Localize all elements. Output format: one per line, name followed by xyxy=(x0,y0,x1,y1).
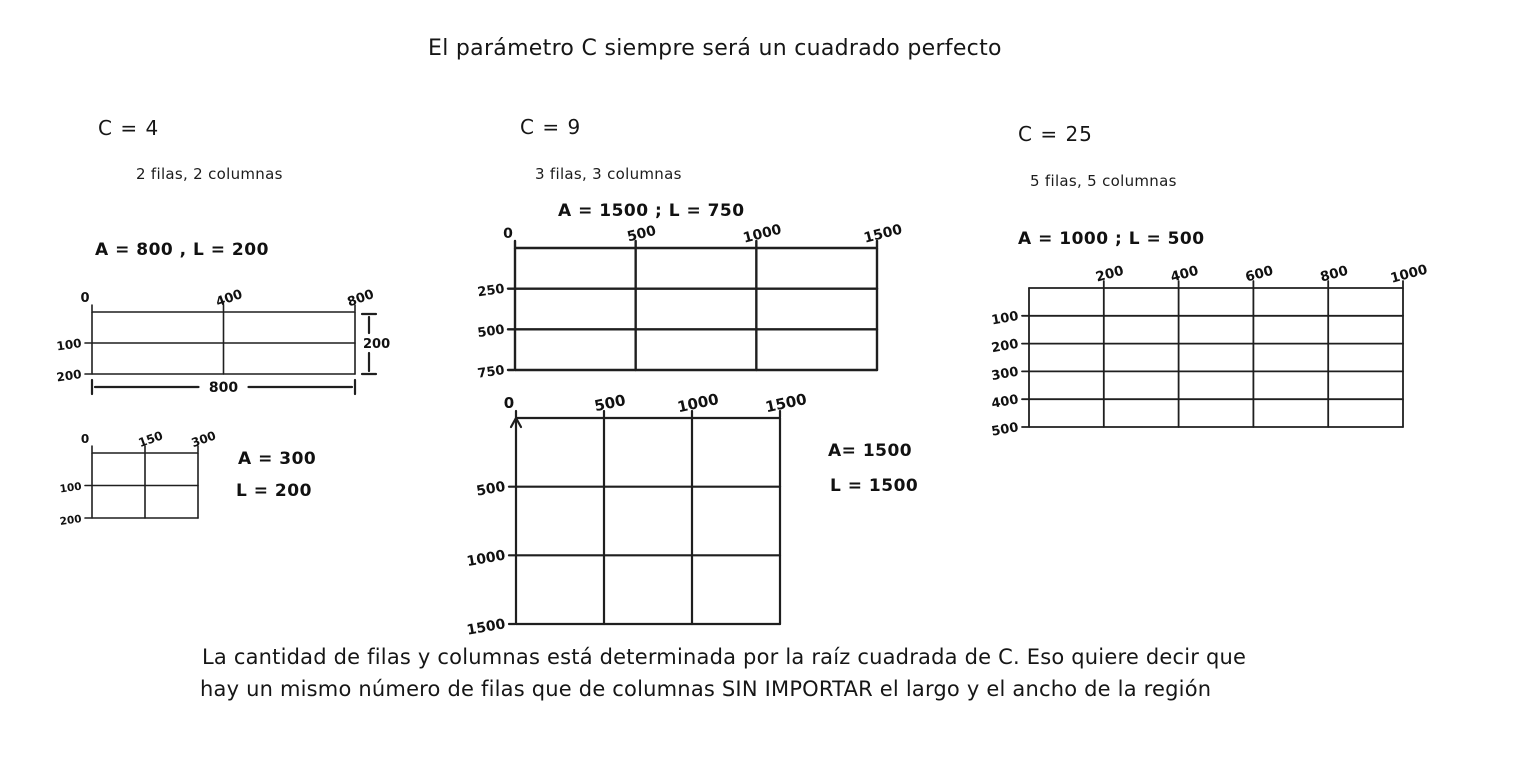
grid-b-length-label: L = 200 xyxy=(236,481,312,501)
y-tick-label: 1000 xyxy=(465,547,507,571)
section-c9-subheading: 3 filas, 3 columnas xyxy=(535,165,682,183)
grid-c4-800x200 xyxy=(55,287,403,408)
x-tick-label: 400 xyxy=(1168,262,1201,286)
grid-d-length-label: L = 1500 xyxy=(830,476,919,496)
x-tick-label: 1000 xyxy=(675,389,721,417)
x-tick-label: 200 xyxy=(1094,262,1126,286)
dim-height-label: 200 xyxy=(363,337,391,352)
section-c25-subheading: 5 filas, 5 columnas xyxy=(1030,172,1177,190)
x-tick-label: 600 xyxy=(1243,262,1276,286)
x-tick-label: 500 xyxy=(592,391,628,416)
y-tick-label: 250 xyxy=(476,281,506,301)
x-tick-label: 150 xyxy=(136,428,165,451)
x-tick-label: 500 xyxy=(625,222,658,246)
x-tick-label: 1500 xyxy=(763,389,809,417)
grid-d-area-label: A= 1500 xyxy=(828,441,913,461)
y-tick-label: 1500 xyxy=(465,616,507,639)
y-tick-label: 400 xyxy=(990,392,1020,412)
section-c4-heading: C = 4 xyxy=(98,116,160,140)
x-tick-label: 1000 xyxy=(1388,261,1430,287)
footer-note-line2: hay un mismo número de filas que de columnas SIN IMPORTAR el largo y el ancho de la región xyxy=(200,677,1212,701)
y-tick-label: 200 xyxy=(990,336,1020,357)
section-c25-params: A = 1000 ; L = 500 xyxy=(1018,229,1205,249)
grid-c4-300x200 xyxy=(58,425,318,535)
x-tick-label: 0 xyxy=(503,226,513,242)
dim-width-label: 800 xyxy=(208,380,239,396)
x-tick-label: 1000 xyxy=(741,221,784,247)
x-tick-label: 400 xyxy=(213,287,245,311)
grid-c25-1000x500 xyxy=(985,258,1450,440)
y-tick-label: 100 xyxy=(59,480,83,496)
y-tick-label: 100 xyxy=(990,308,1020,329)
y-tick-label: 500 xyxy=(990,420,1020,440)
y-tick-label: 100 xyxy=(55,336,83,354)
page-title: El parámetro C siempre será un cuadrado perfecto xyxy=(428,36,1002,61)
section-c9-heading: C = 9 xyxy=(520,115,582,139)
x-tick-label: 0 xyxy=(80,291,90,306)
y-tick-label: 500 xyxy=(475,478,507,500)
x-tick-label: 0 xyxy=(80,432,90,446)
grid-c9-1500x750 xyxy=(470,218,920,383)
x-tick-label: 1500 xyxy=(862,221,904,247)
footer-note-line1: La cantidad de filas y columnas está determinada por la raíz cuadrada de C. Eso quiere decir que xyxy=(202,645,1247,669)
section-c4-subheading: 2 filas, 2 columnas xyxy=(136,165,283,183)
grid-b-area-label: A = 300 xyxy=(238,449,317,469)
x-tick-label: 800 xyxy=(1318,262,1350,286)
y-tick-label: 200 xyxy=(55,367,83,385)
section-c9-params: A = 1500 ; L = 750 xyxy=(558,201,745,221)
x-tick-label: 0 xyxy=(503,394,515,412)
x-tick-label: 300 xyxy=(189,428,218,451)
y-tick-label: 750 xyxy=(476,363,506,382)
y-tick-label: 200 xyxy=(59,513,83,529)
y-tick-label: 300 xyxy=(990,364,1020,385)
x-tick-label: 800 xyxy=(345,287,377,311)
section-c4-params: A = 800 , L = 200 xyxy=(95,240,269,260)
grid-c9-1500x1500 xyxy=(455,390,925,638)
y-tick-label: 500 xyxy=(476,322,506,342)
section-c25-heading: C = 25 xyxy=(1018,122,1093,146)
